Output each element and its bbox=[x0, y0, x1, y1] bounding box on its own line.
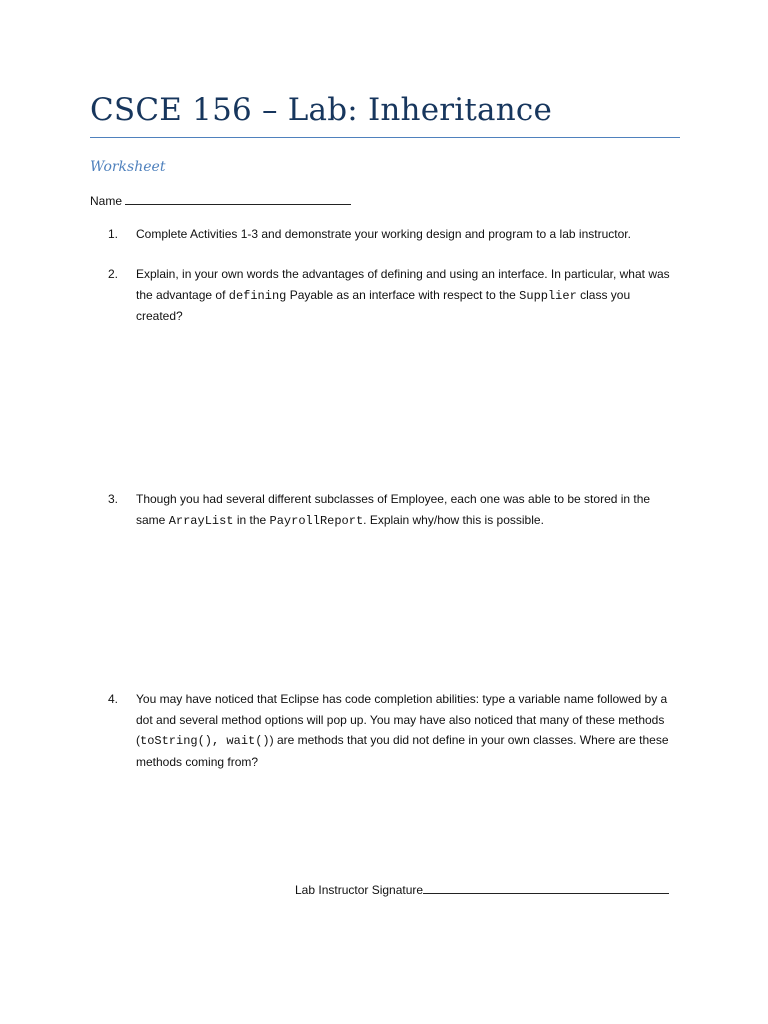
question-3-text bbox=[136, 489, 681, 531]
question-2-part1: Explain, in your own words the advantages of defining and using an interface. In particular, what was the advantage of bbox=[136, 267, 670, 302]
question-2 bbox=[108, 264, 688, 327]
question-2-code-supplier: Supplier bbox=[519, 288, 577, 303]
question-1-text: Complete Activities 1-3 and demonstrate your working design and program to a lab instructor. bbox=[136, 227, 631, 241]
question-2-text bbox=[136, 264, 676, 327]
name-label: Name bbox=[90, 194, 123, 208]
name-blank-line[interactable] bbox=[125, 193, 351, 205]
question-4-part2: ) are methods that you did not define in your own classes. Where are these methods coming from? bbox=[136, 733, 669, 769]
signature-blank-line[interactable] bbox=[423, 882, 669, 894]
question-3-code-payrollreport: PayrollReport bbox=[269, 513, 364, 528]
question-1 bbox=[108, 224, 688, 245]
question-3-part3: . Explain why/how this is possible. bbox=[363, 512, 544, 527]
name-field[interactable] bbox=[90, 191, 351, 212]
title-divider bbox=[90, 137, 680, 138]
question-4-number: 4. bbox=[108, 692, 119, 706]
instructor-signature-field[interactable] bbox=[295, 880, 669, 901]
question-3-part2: in the bbox=[233, 512, 270, 527]
signature-label: Lab Instructor Signature bbox=[295, 883, 424, 897]
question-4 bbox=[108, 689, 688, 772]
question-3-number: 3. bbox=[108, 492, 119, 506]
question-1-number: 1. bbox=[108, 227, 119, 241]
question-2-part2: Payable as an interface with respect to the bbox=[286, 287, 520, 302]
question-3 bbox=[108, 489, 688, 531]
question-4-part1: You may have noticed that Eclipse has code completion abilities: type a variable name followed by a dot and several method options will pop up. You may have also noticed that many of these methods ( bbox=[136, 692, 668, 747]
question-4-text bbox=[136, 689, 681, 772]
question-3-code-arraylist: ArrayList bbox=[168, 513, 234, 528]
question-2-part3: class you created? bbox=[136, 287, 631, 323]
page-title: CSCE 156 – Lab: Inheritance bbox=[90, 92, 553, 128]
question-2-number: 2. bbox=[108, 267, 119, 281]
section-subtitle: Worksheet bbox=[90, 159, 166, 175]
question-4-code-methods: toString(), wait() bbox=[140, 734, 270, 748]
question-3-part1: Though you had several different subclasses of Employee, each one was able to be stored in the same bbox=[136, 492, 651, 527]
question-2-code-defining: defining bbox=[228, 288, 287, 303]
